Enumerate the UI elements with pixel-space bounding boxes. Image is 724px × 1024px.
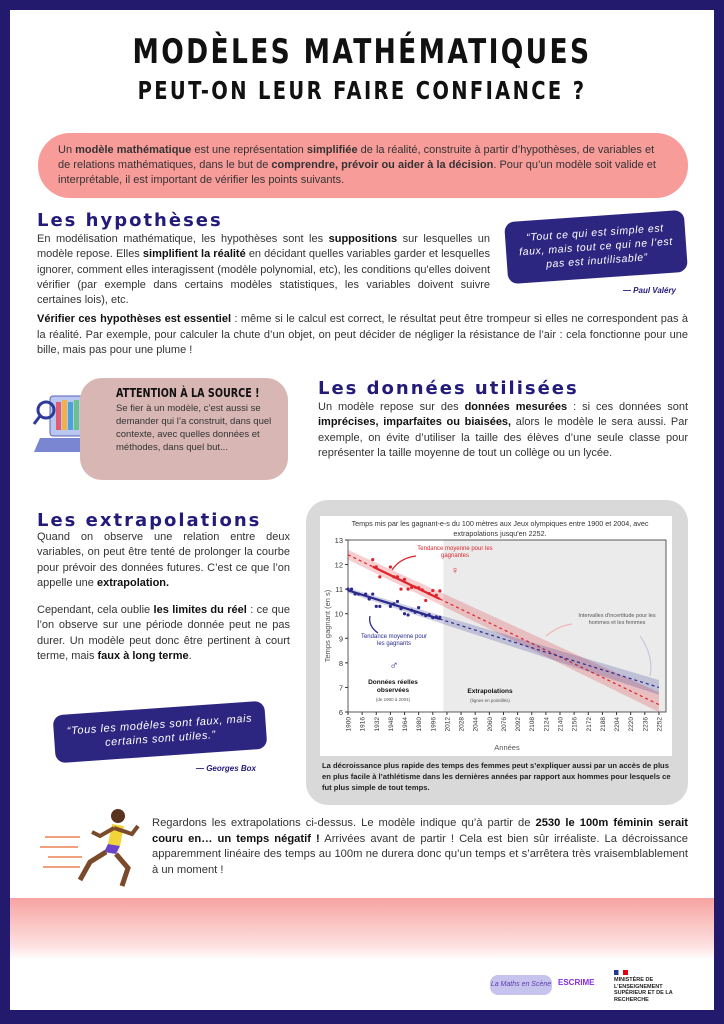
y-axis-label: Temps gagnant (en s)	[323, 589, 332, 663]
annotation-uncert: Intervalles d'incertitude pour les hommes et les femmes	[578, 613, 656, 626]
x-tick-label: 1916	[359, 717, 367, 732]
text-segment: : ce que l’on observe sur une période donnée peut ne pas durer. Un modèle peut donc être pertinent à court terme, mais	[37, 604, 290, 663]
hypotheses-text	[37, 232, 490, 308]
data-point-hommes	[417, 606, 420, 609]
quote-author: — Paul Valéry	[622, 286, 676, 295]
data-point-hommes	[350, 588, 353, 591]
data-point-femmes	[406, 588, 409, 591]
x-tick-label: 2156	[571, 717, 579, 732]
data-point-femmes	[438, 589, 441, 592]
data-point-hommes	[428, 613, 431, 616]
data-point-femmes	[435, 594, 438, 597]
quote-author-box: — Georges Box	[195, 764, 256, 773]
logo-maths-en-scene: La Maths en Scène	[490, 975, 552, 995]
data-point-hommes	[353, 592, 356, 595]
poster-title: MODÈLES MATHÉMATIQUES	[132, 32, 592, 72]
quote-valery: “Tout ce qui est simple est faux, mais tout ce qui ne l’est pas est inutilisable”	[504, 210, 688, 284]
data-point-femmes	[421, 588, 424, 591]
arrow-men-icon	[370, 616, 378, 633]
text-segment: : même si le calcul est correct, le résultat peut être trompeur si elles ne correspondent pas à la réalité. Par exemple, pour calculer la chute d’un objet, on peut décider de négliger la résistance de l’air : cela fonctionne pour une bille, mais pas pour une plume !	[37, 313, 688, 357]
extrapolations-text-1	[37, 530, 290, 591]
x-tick-label: 2188	[599, 717, 607, 732]
text-segment: En modélisation mathématique, les hypothèses sont les	[37, 233, 329, 245]
data-point-hommes	[424, 614, 427, 617]
data-point-hommes	[435, 615, 438, 618]
poster	[10, 10, 714, 1010]
x-tick-label: 2108	[529, 717, 537, 732]
x-tick-label: 1900	[345, 717, 353, 732]
x-tick-label: 2172	[585, 717, 593, 732]
data-point-hommes	[399, 607, 402, 610]
data-point-femmes	[431, 589, 434, 592]
annotation-observed-sub: (de 1900 à 2004)	[375, 696, 411, 702]
decorative-band	[10, 898, 714, 960]
x-tick-label: 2028	[458, 717, 466, 732]
data-point-hommes	[389, 605, 392, 608]
text-segment: sur lesquelles un modèle repose. Elles	[37, 233, 490, 261]
y-tick-label: 9	[338, 634, 343, 644]
annotation-observed-title: Données réelles observées	[368, 679, 418, 694]
bold-text: extrapolation.	[96, 576, 170, 589]
annotation-extrap-title: Extrapolations	[467, 688, 513, 695]
x-tick-label: 2060	[486, 717, 494, 732]
data-point-hommes	[364, 592, 367, 595]
text-segment: alors le modèle le sera aussi. Par exemple, on évite d’utiliser la taille des élèves d’une seule classe pour représenter la taille moyenne de tout un collège ou un lycée.	[318, 416, 689, 459]
data-point-femmes	[371, 558, 374, 561]
x-tick-label: 2236	[642, 717, 650, 732]
y-tick-label: 10	[334, 609, 343, 619]
bold-text: simplifiée	[306, 144, 358, 156]
text-segment: est une représentation	[191, 144, 307, 156]
bold-text: imprécises, imparfaites ou biaisées,	[318, 416, 512, 429]
text-segment: Quand on observe une relation entre deux variables, on peut être tenté de prolonger la courbe pour prévoir des données futures. C’est ce que l’on appelle une	[37, 531, 290, 589]
data-point-femmes	[389, 565, 392, 568]
x-tick-label: 1932	[373, 717, 381, 732]
data-point-hommes	[438, 616, 441, 619]
data-point-femmes	[396, 575, 399, 578]
bold-text: les limites du réel	[153, 604, 247, 617]
bold-text: données mesurées	[464, 401, 568, 413]
quote-valery-group	[506, 216, 686, 295]
text-segment: .	[188, 650, 192, 663]
text-segment: de la réalité, construite à partir d’hypothèses, de variables et de relations mathématiques, dans le but de	[58, 144, 655, 171]
data-point-femmes	[428, 592, 431, 595]
data-point-hommes	[392, 602, 395, 605]
bold-text: Vérifier ces hypothèses est essentiel	[37, 313, 232, 326]
text-segment: Un modèle repose sur des	[318, 401, 465, 413]
extrapolations-text-2	[37, 603, 290, 664]
male-symbol-icon: ♂	[389, 658, 399, 672]
text-segment: Cependant, cela oublie	[37, 604, 154, 617]
data-point-femmes	[410, 586, 413, 589]
data-point-femmes	[417, 586, 420, 589]
annotation-extrap	[450, 688, 530, 703]
attention-title: ATTENTION À LA SOURCE !	[116, 386, 260, 400]
data-point-hommes	[414, 611, 417, 614]
x-tick-label: 2140	[557, 717, 565, 732]
donnees-text	[318, 400, 688, 461]
intro-box	[38, 133, 688, 198]
conclusion-text	[152, 816, 688, 878]
data-point-femmes	[403, 578, 406, 581]
y-tick-label: 12	[334, 560, 343, 570]
annotation-observed	[352, 679, 434, 702]
data-point-hommes	[371, 592, 374, 595]
data-point-femmes	[414, 586, 417, 589]
data-point-hommes	[421, 612, 424, 615]
x-tick-label: 1980	[416, 717, 424, 732]
data-point-hommes	[431, 616, 434, 619]
chart-container	[306, 500, 688, 805]
data-point-hommes	[406, 613, 409, 616]
data-point-hommes	[368, 597, 371, 600]
bold-text: simplifient la réalité	[142, 248, 246, 261]
poster-subtitle: PEUT-ON LEUR FAIRE CONFIANCE ?	[137, 76, 587, 105]
x-tick-label: 1948	[387, 717, 395, 732]
y-tick-label: 8	[338, 658, 343, 668]
attention-box	[80, 378, 288, 480]
quote-box: “Tous les modèles sont faux, mais certains sont utiles.”	[53, 701, 268, 764]
attention-text: Se fier à un modèle, c’est aussi se demander qui l’a construit, dans quel contexte, avec quelles données et méthodes, dans quel but...	[116, 403, 272, 453]
female-symbol-icon: ♀	[450, 565, 460, 577]
x-tick-label: 2204	[614, 717, 622, 732]
heading-hypotheses: Les hypothèses	[37, 210, 223, 231]
logo-escrime: ESCRIME	[558, 978, 595, 987]
text-segment: Arrivées avant de partir ! Cela est bien sûr irréaliste. La décroissance apparemment linéaire des temps au 100m ne durera donc qu’un temps et s’arrêtera très vraisemblablement à un moment !	[152, 832, 688, 876]
data-point-hommes	[378, 605, 381, 608]
chart	[320, 516, 672, 756]
y-tick-label: 6	[338, 708, 343, 717]
data-point-hommes	[346, 588, 349, 591]
x-tick-label: 2124	[543, 717, 551, 732]
x-tick-label: 2252	[656, 717, 664, 732]
x-tick-label: 2044	[472, 717, 480, 732]
data-point-femmes	[399, 588, 402, 591]
data-point-hommes	[396, 600, 399, 603]
x-tick-label: 2220	[628, 717, 636, 732]
heading-donnees: Les données utilisées	[318, 378, 579, 399]
verify-text	[37, 312, 688, 358]
data-point-hommes	[403, 612, 406, 615]
text-segment: Regardons les extrapolations ci-dessus. Le modèle indique qu’à partir de	[152, 817, 536, 829]
data-point-hommes	[410, 609, 413, 612]
heading-extrapolations: Les extrapolations	[37, 510, 262, 531]
data-point-hommes	[357, 592, 360, 595]
x-tick-label: 2092	[515, 717, 523, 732]
y-tick-label: 7	[338, 683, 343, 693]
x-tick-label: 2012	[444, 717, 452, 732]
bold-text: comprendre, prévoir ou aider à la décision	[271, 159, 494, 171]
chart-title: Temps mis par les gagnant-e-s du 100 mètres aux Jeux olympiques entre 1900 et 2004, avec extrapolations jusqu'en 2252.	[351, 519, 649, 538]
runner-icon	[40, 802, 150, 892]
bold-text: suppositions	[328, 233, 398, 245]
x-axis-label: Années	[494, 743, 520, 752]
bold-text: modèle mathématique	[75, 144, 192, 156]
x-tick-label: 2076	[500, 717, 508, 732]
french-flag-icon	[614, 970, 628, 975]
quote-box-group	[54, 708, 266, 773]
data-point-femmes	[392, 575, 395, 578]
x-tick-label: 1996	[430, 717, 438, 732]
text-segment: . Pour qu’un modèle soit valide et interprétable, il est important de vérifier les points suivants.	[58, 159, 656, 186]
y-tick-label: 13	[334, 536, 343, 545]
extrapolations-column	[37, 530, 290, 664]
text-segment: en décidant quelles variables garder et lesquelles ignorer, comment elles interagissent (modèle polynomial, etc), les conditions qu'elles doivent vérifier (par exemple dans certains modèles statistiques, les variables doivent suivre certaines lois), etc.	[37, 248, 491, 307]
annotation-men: Tendance moyenne pour les gagnants	[360, 634, 428, 648]
text-segment: : si ces données sont	[567, 401, 689, 413]
annotation-extrap-sub: (lignes en pointillés)	[470, 697, 510, 703]
text-segment: Un	[58, 144, 76, 156]
x-tick-label: 1964	[402, 717, 410, 732]
bold-text: faux à long terme	[97, 650, 189, 663]
annotation-women: Tendance moyenne pour les gagnantes	[417, 546, 493, 560]
data-point-femmes	[424, 599, 427, 602]
arrow-women-icon	[392, 556, 416, 570]
bold-text: 2530 le 100m féminin serait couru en… un temps négatif !	[152, 817, 688, 845]
y-tick-label: 11	[335, 585, 343, 595]
data-point-femmes	[375, 565, 378, 568]
chart-caption: La décroissance plus rapide des temps des femmes peut s’expliquer aussi par un accès de plus en plus facile à l’athlétisme dans les dernières années par rapport aux hommes pour lesquels ce fut plus simple de tout temps.	[322, 761, 671, 792]
logo-ministere: MINISTÈRE DE L’ENSEIGNEMENT SUPÉRIEUR ET DE LA RECHERCHE	[614, 977, 673, 1003]
data-point-femmes	[378, 575, 381, 578]
data-point-hommes	[375, 605, 378, 608]
